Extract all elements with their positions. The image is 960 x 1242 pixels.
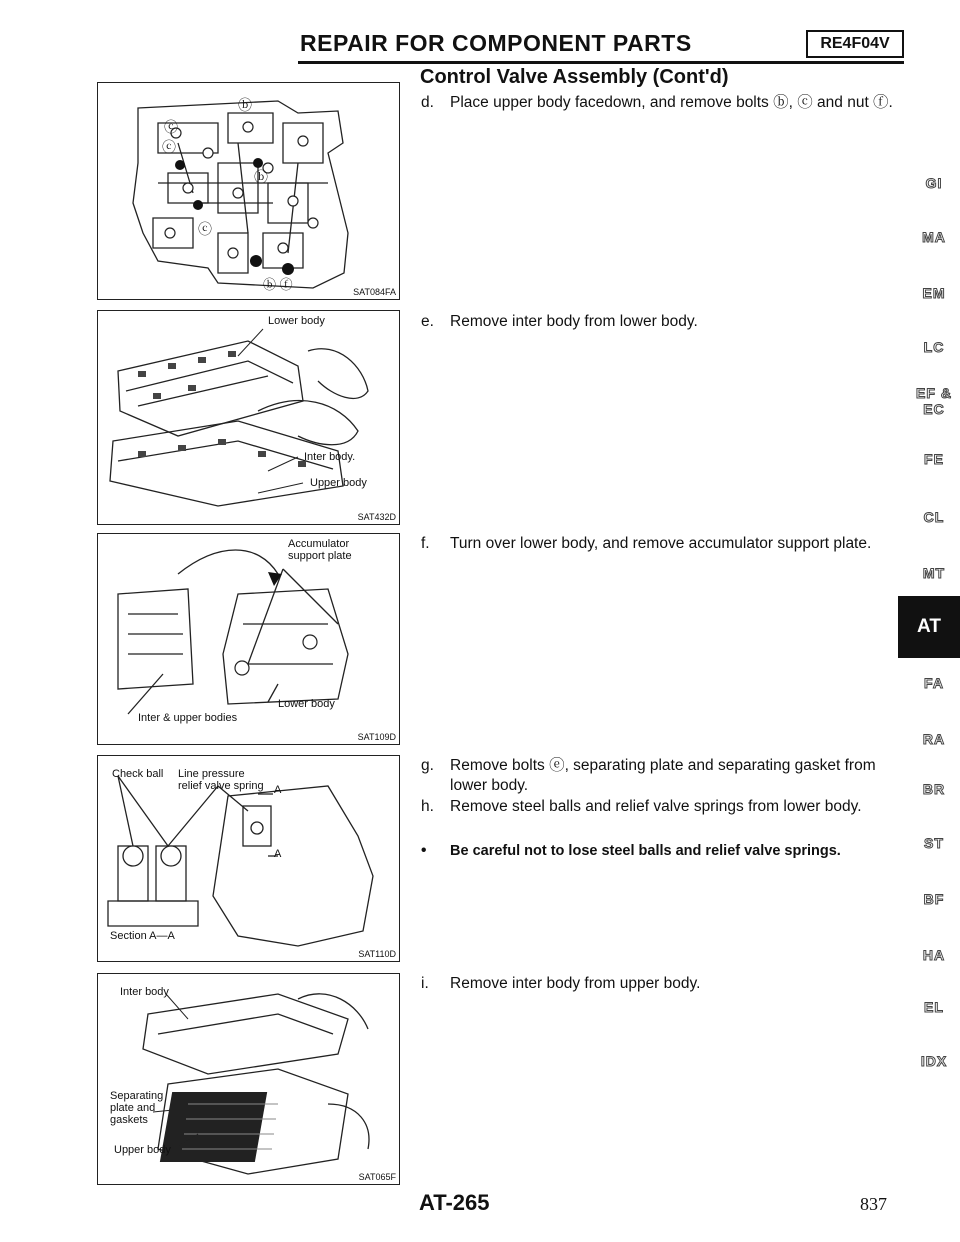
inter-body-label: Inter body: [120, 986, 169, 998]
figure-upper-body-bolts: [97, 82, 400, 300]
figure-code: SAT065F: [358, 1172, 396, 1182]
figure-code: SAT432D: [357, 512, 396, 522]
callout-c: ⓒ: [198, 221, 212, 237]
callout-b-f: ⓑ ⓕ: [263, 277, 293, 292]
index-tab-mt[interactable]: MT: [922, 565, 946, 581]
accumulator-plate-label: Accumulator support plate: [288, 538, 352, 562]
callout-c: ⓒ: [162, 139, 176, 155]
check-ball-label: Check ball: [112, 768, 164, 780]
index-tab-bf[interactable]: BF: [923, 891, 945, 907]
index-tab-at-active[interactable]: AT: [898, 596, 960, 658]
step-e: [421, 312, 901, 334]
index-tab-br[interactable]: BR: [922, 781, 946, 797]
index-tab-ra[interactable]: RA: [922, 731, 946, 747]
figure-code: SAT110D: [358, 949, 396, 959]
upper-body-label: Upper body: [114, 1144, 171, 1156]
step-letter: i.: [421, 975, 429, 992]
valve-body-drawing: [98, 83, 399, 299]
bullet: •: [421, 842, 427, 859]
index-tab-cl[interactable]: CL: [923, 509, 945, 525]
step-letter: f.: [421, 535, 430, 552]
figure-separating-plate: [97, 973, 400, 1185]
index-tab-idx[interactable]: IDX: [920, 1053, 948, 1069]
lower-body-removal-drawing: [98, 311, 399, 524]
index-tab-gi[interactable]: GI: [925, 175, 943, 191]
step-text: Remove steel balls and relief valve springs from lower body.: [450, 798, 862, 815]
step-letter: d.: [421, 94, 434, 111]
step-text: Turn over lower body, and remove accumulator support plate.: [450, 535, 872, 552]
callout-b: ⓑ: [254, 169, 268, 185]
figure-code: SAT084FA: [353, 287, 396, 297]
lower-body-label: Lower body: [278, 698, 335, 710]
step-text: Remove inter body from upper body.: [450, 975, 701, 992]
step-letter: h.: [421, 798, 434, 815]
relief-spring-label: Line pressure relief valve spring: [178, 768, 264, 792]
section-subtitle: Control Valve Assembly (Cont'd): [420, 66, 729, 88]
page-code: AT-265: [419, 1190, 490, 1215]
step-g: [421, 756, 901, 798]
step-i: [421, 974, 901, 996]
callout-b: ⓑ: [238, 97, 252, 113]
step-d: [421, 93, 901, 135]
step-caution: [421, 841, 901, 863]
step-f: [421, 534, 901, 576]
index-tab-st[interactable]: ST: [924, 835, 944, 851]
section-mark-a: A: [274, 784, 282, 796]
step-text: Place upper body facedown, and remove bolts ⓑ, ⓒ and nut ⓕ.: [450, 94, 893, 111]
index-tab-ma[interactable]: MA: [922, 229, 946, 245]
inter-body-label: Inter body.: [304, 451, 356, 463]
index-tab-ha[interactable]: HA: [922, 947, 946, 963]
model-badge: RE4F04V: [806, 30, 904, 58]
header-rule: [298, 61, 904, 64]
caution-text: Be careful not to lose steel balls and relief valve springs.: [450, 843, 841, 859]
figure-check-balls: [97, 755, 400, 962]
index-tab-fa[interactable]: FA: [924, 675, 944, 691]
upper-body-label: Upper body: [310, 477, 367, 489]
separating-plate-label: Separating plate and gaskets: [110, 1090, 164, 1126]
index-tab-ef[interactable]: EF &: [916, 385, 952, 401]
page-header-title: REPAIR FOR COMPONENT PARTS: [300, 30, 692, 56]
section-label: Section A—A: [110, 930, 175, 942]
index-tab-fe[interactable]: FE: [924, 451, 944, 467]
index-tab-lc[interactable]: LC: [923, 339, 945, 355]
figure-remove-inter-body: [97, 310, 400, 525]
section-mark-a: A: [274, 848, 282, 860]
step-text: Remove bolts ⓔ, separating plate and separating gasket from lower body.: [450, 757, 876, 794]
step-text: Remove inter body from lower body.: [450, 313, 698, 330]
step-letter: e.: [421, 313, 434, 330]
step-h: [421, 797, 901, 839]
index-tab-em[interactable]: EM: [922, 285, 946, 301]
step-letter: g.: [421, 757, 434, 774]
callout-c: ⓒ: [164, 119, 178, 135]
index-tab-ec[interactable]: EC: [923, 401, 945, 417]
page-number: 837: [860, 1194, 887, 1214]
lower-body-label: Lower body: [268, 315, 325, 327]
inter-upper-bodies-label: Inter & upper bodies: [138, 712, 238, 724]
figure-accumulator-plate: [97, 533, 400, 745]
figure-code: SAT109D: [357, 732, 396, 742]
index-tab-el[interactable]: EL: [924, 999, 944, 1015]
